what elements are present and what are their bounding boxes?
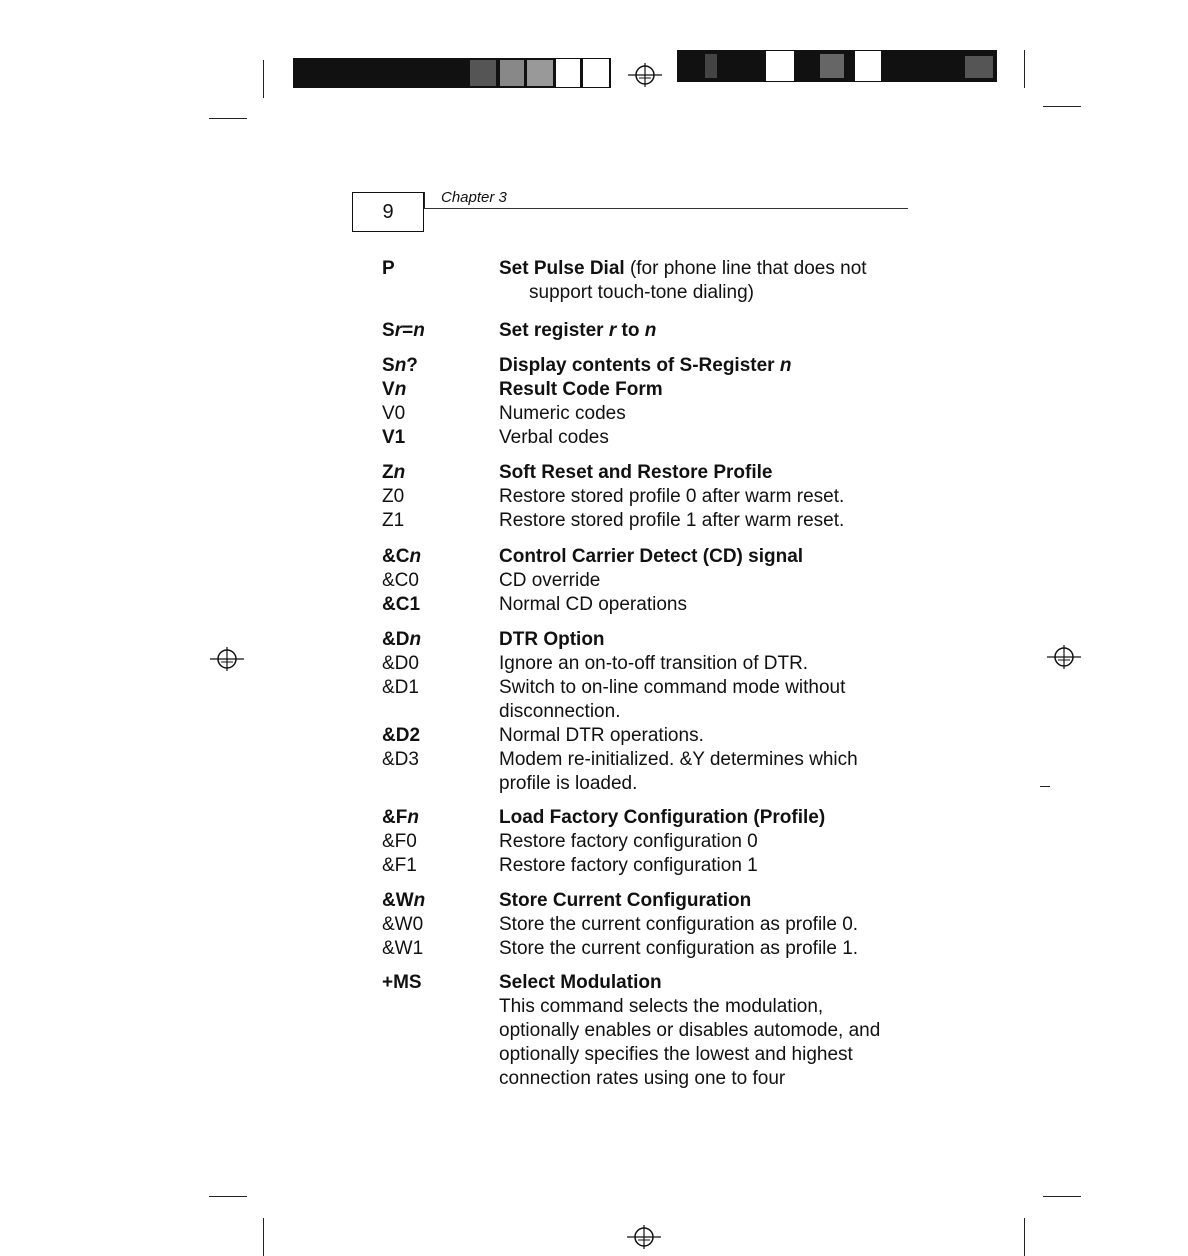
- command-code: &D1: [382, 677, 419, 698]
- command-title: Soft Reset and Restore Profile: [499, 462, 773, 483]
- registration-mark-bottom-icon: [627, 1220, 661, 1254]
- command-code: &Cn: [382, 546, 422, 567]
- command-code: P: [382, 258, 395, 279]
- command-code: Vn: [382, 379, 407, 400]
- command-text: This command selects the modulation, optionally enables or disables automode, and optionally specifies the lowest and highest connection rates using one to four: [499, 996, 881, 1089]
- crop-mark-right-top: [1024, 50, 1025, 88]
- command-code: &Fn: [382, 807, 419, 828]
- crop-mark-right-lower: [1043, 1196, 1081, 1197]
- command-text: Normal DTR operations.: [499, 725, 704, 746]
- command-text: Restore factory configuration 1: [499, 855, 758, 876]
- header-tick: [424, 192, 425, 208]
- command-text: Ignore an on-to-off transition of DTR.: [499, 653, 809, 674]
- command-code: &C1: [382, 594, 421, 615]
- command-code: &W1: [382, 938, 424, 959]
- command-text: Store the current configuration as profile 1.: [499, 938, 859, 959]
- command-text: CD override: [499, 570, 601, 591]
- command-title: Set register r to n: [499, 320, 657, 341]
- command-title: Select Modulation: [499, 972, 662, 993]
- registration-mark-left-icon: [210, 642, 244, 676]
- crop-mark-left-bottom: [263, 1218, 264, 1256]
- command-code: &Wn: [382, 890, 426, 911]
- header-rule: [424, 208, 908, 209]
- command-code: +MS: [382, 972, 422, 993]
- command-title: Store Current Configuration: [499, 890, 752, 911]
- command-title: Control Carrier Detect (CD) signal: [499, 546, 804, 567]
- command-code: &D3: [382, 749, 419, 770]
- command-title: Result Code Form: [499, 379, 663, 400]
- command-text: Modem re-initialized. &Y determines which profile is loaded.: [499, 749, 858, 794]
- page-number: 9: [352, 192, 424, 232]
- command-text: Restore stored profile 1 after warm reset.: [499, 510, 845, 531]
- command-text: Restore factory configuration 0: [499, 831, 758, 852]
- command-code: Z0: [382, 486, 405, 507]
- command-text: Store the current configuration as profile 0.: [499, 914, 859, 935]
- command-text: Numeric codes: [499, 403, 626, 424]
- command-code: V0: [382, 403, 406, 424]
- command-code: V1: [382, 427, 406, 448]
- command-code: &Dn: [382, 629, 422, 650]
- command-code: &D2: [382, 725, 421, 746]
- crop-mark-left-top: [263, 60, 264, 98]
- command-note: (for phone line that does not: [624, 258, 867, 279]
- crop-mark-left-upper: [209, 118, 247, 119]
- command-text: Normal CD operations: [499, 594, 687, 615]
- command-code: &C0: [382, 570, 419, 591]
- command-note-continued: support touch-tone dialing): [529, 282, 754, 303]
- command-text: Restore stored profile 0 after warm reset.: [499, 486, 845, 507]
- command-text: Verbal codes: [499, 427, 609, 448]
- command-code: Z1: [382, 510, 405, 531]
- command-title: DTR Option: [499, 629, 605, 650]
- registration-mark-right-icon: [1047, 640, 1081, 674]
- registration-mark-top-icon: [628, 58, 662, 92]
- command-description: [499, 971, 899, 1091]
- command-code: Sn?: [382, 355, 418, 376]
- command-code: Sr=n: [382, 320, 425, 341]
- command-code: &W0: [382, 914, 424, 935]
- command-code: Zn: [382, 462, 406, 483]
- chapter-label: Chapter 3: [441, 189, 507, 206]
- command-title: Load Factory Configuration (Profile): [499, 807, 826, 828]
- command-title: Set Pulse Dial: [499, 258, 625, 279]
- crop-mark-right-upper: [1043, 106, 1081, 107]
- crop-mark-left-lower: [209, 1196, 247, 1197]
- command-title: Display contents of S-Register n: [499, 355, 792, 376]
- crop-mark-right-mid: [1040, 786, 1050, 787]
- command-code: &F1: [382, 855, 417, 876]
- command-code: &F0: [382, 831, 417, 852]
- command-text: Switch to on-line command mode without disconnection.: [499, 677, 846, 722]
- crop-mark-right-bottom: [1024, 1218, 1025, 1256]
- command-description: [499, 257, 919, 305]
- command-code: &D0: [382, 653, 419, 674]
